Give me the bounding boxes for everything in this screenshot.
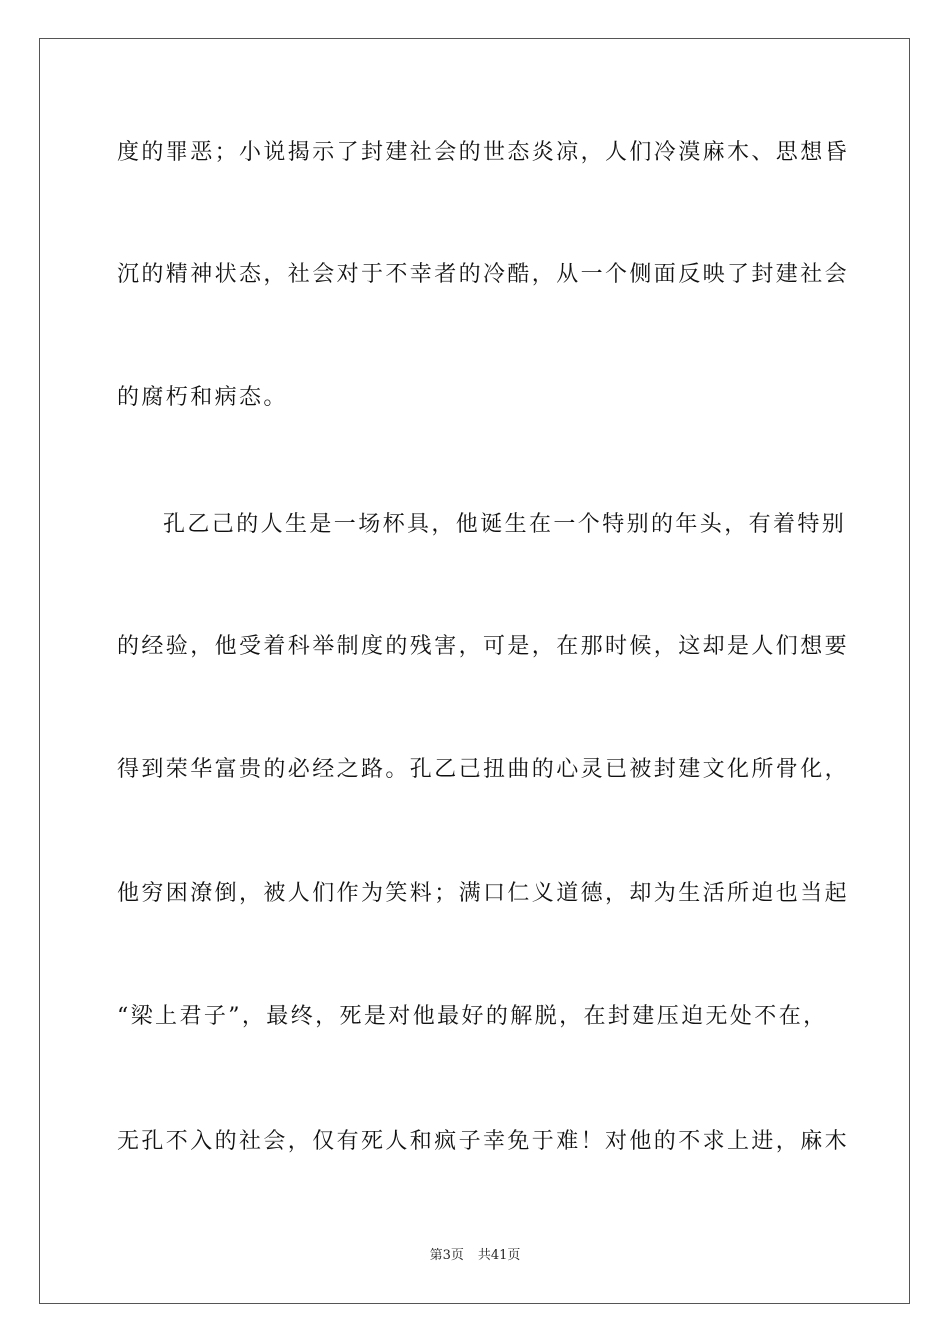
page-number: 第3页 (429, 1248, 464, 1263)
paragraph-line: 沉的精神状态，社会对于不幸者的冷酷，从一个侧面反映了封建社会 (117, 262, 850, 287)
page-border (39, 38, 910, 1304)
paragraph-line: 无孔不入的社会，仅有死人和疯子幸免于难！对他的不求上进，麻木 (117, 1129, 850, 1154)
page-footer (0, 1247, 950, 1265)
paragraph-line: 度的罪恶；小说揭示了封建社会的世态炎凉，人们冷漠麻木、思想昏 (117, 140, 850, 165)
paragraph-line: 他穷困潦倒，被人们作为笑料；满口仁义道德，却为生活所迫也当起 (117, 881, 850, 906)
paragraph-line: 的经验，他受着科举制度的残害，可是，在那时候，这却是人们想要 (117, 634, 850, 659)
paragraph-line: 的腐朽和病态。 (117, 385, 288, 410)
page-total: 共41页 (477, 1248, 521, 1263)
paragraph-line: “梁上君子”，最终，死是对他最好的解脱，在封建压迫无处不在， (117, 1004, 828, 1029)
paragraph-line: 孔乙己的人生是一场杯具，他诞生在一个特别的年头，有着特别 (163, 512, 847, 537)
paragraph-line: 得到荣华富贵的必经之路。孔乙己扭曲的心灵已被封建文化所骨化， (117, 757, 850, 782)
